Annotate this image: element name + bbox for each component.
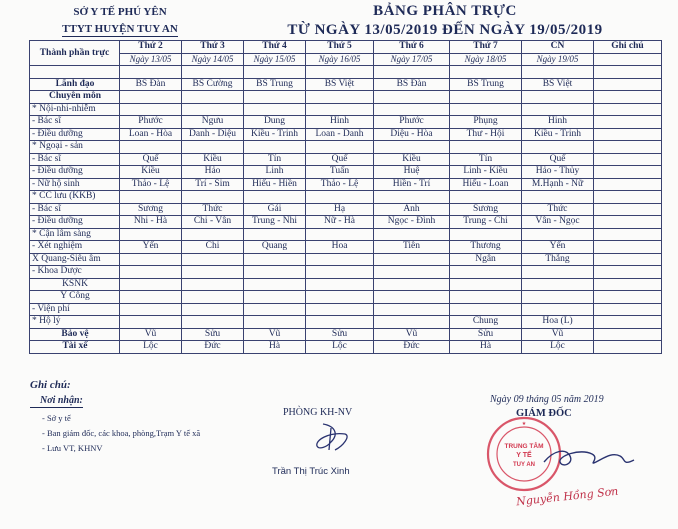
table-cell: Hà xyxy=(244,341,306,354)
table-row xyxy=(30,341,662,354)
sign-date: Ngày 09 tháng 05 năm 2019 xyxy=(490,394,604,405)
row-label: - Bác sĩ xyxy=(30,153,120,166)
table-row xyxy=(30,78,662,91)
row-label: * Hộ lý xyxy=(30,316,120,329)
org-line-2: TTYT HUYỆN TUY AN xyxy=(62,23,178,35)
row-label: * Cận lâm sàng xyxy=(30,228,120,241)
notes-cell xyxy=(594,216,662,229)
table-cell: Thắng xyxy=(522,253,594,266)
row-label xyxy=(30,66,120,79)
table-cell xyxy=(522,303,594,316)
row-label: - Điều dưỡng xyxy=(30,166,120,179)
table-date-row xyxy=(30,53,662,66)
notes-cell xyxy=(594,141,662,154)
table-cell xyxy=(522,228,594,241)
table-row xyxy=(30,266,662,279)
table-row xyxy=(30,278,662,291)
row-label: Y Công xyxy=(30,291,120,304)
table-cell: Thức xyxy=(182,203,244,216)
table-cell xyxy=(244,278,306,291)
notes-title: Ghi chú: xyxy=(30,379,71,391)
date-header: Ngày 17/05 xyxy=(374,53,450,66)
table-cell: Anh xyxy=(374,203,450,216)
table-cell: Ngọc - Đình xyxy=(374,216,450,229)
table-cell xyxy=(244,266,306,279)
table-cell xyxy=(450,103,522,116)
table-cell: Kiều xyxy=(182,153,244,166)
day-header: Thứ 7 xyxy=(450,41,522,54)
table-cell: Trí - Sim xyxy=(182,178,244,191)
table-cell xyxy=(182,191,244,204)
notes-cell xyxy=(594,253,662,266)
table-cell: Gái xyxy=(244,203,306,216)
table-cell xyxy=(450,278,522,291)
table-cell: Hảo xyxy=(182,166,244,179)
table-cell: Sửu xyxy=(306,328,374,341)
svg-text:TRUNG TÂM: TRUNG TÂM xyxy=(504,443,544,450)
table-cell: Phước xyxy=(120,116,182,129)
date-header: Ngày 13/05 xyxy=(120,53,182,66)
table-cell: Sửu xyxy=(450,328,522,341)
table-cell xyxy=(374,291,450,304)
table-cell xyxy=(450,303,522,316)
table-cell: Đức xyxy=(182,341,244,354)
table-row xyxy=(30,103,662,116)
notes-cell xyxy=(594,278,662,291)
table-row xyxy=(30,241,662,254)
table-cell xyxy=(306,291,374,304)
table-cell: Tiên xyxy=(374,241,450,254)
date-header: Ngày 15/05 xyxy=(244,53,306,66)
director-title: GIÁM ĐỐC xyxy=(516,408,572,419)
table-cell: Vân - Ngọc xyxy=(522,216,594,229)
table-cell xyxy=(244,191,306,204)
director-name: Nguyễn Hồng Sơn xyxy=(515,484,619,509)
table-cell: Phụng xyxy=(450,116,522,129)
row-label: - Nữ hộ sinh xyxy=(30,178,120,191)
table-cell: BS Việt xyxy=(306,78,374,91)
table-cell: Quế xyxy=(522,153,594,166)
date-header: Ngày 19/05 xyxy=(522,53,594,66)
table-cell: Danh - Diệu xyxy=(182,128,244,141)
table-row xyxy=(30,253,662,266)
table-row xyxy=(30,66,662,79)
table-cell xyxy=(120,278,182,291)
table-cell: Thảo - Lệ xyxy=(306,178,374,191)
row-label: Chuyên môn xyxy=(30,91,120,104)
table-cell xyxy=(120,253,182,266)
notes-cell xyxy=(594,103,662,116)
table-cell xyxy=(522,191,594,204)
table-cell: Linh xyxy=(244,166,306,179)
table-row xyxy=(30,203,662,216)
table-cell xyxy=(522,91,594,104)
table-cell xyxy=(120,191,182,204)
table-cell: Chi xyxy=(182,241,244,254)
row-label: - Điều dưỡng xyxy=(30,128,120,141)
table-row xyxy=(30,191,662,204)
table-cell: Linh - Kiều xyxy=(450,166,522,179)
table-row xyxy=(30,153,662,166)
table-cell xyxy=(306,278,374,291)
row-label: Lãnh đạo xyxy=(30,78,120,91)
table-cell xyxy=(522,66,594,79)
table-cell: Trung - Chi xyxy=(450,216,522,229)
table-cell: Thảo - Lệ xyxy=(120,178,182,191)
table-cell: Hà xyxy=(450,341,522,354)
table-cell: Ngưu xyxy=(182,116,244,129)
notes-cell xyxy=(594,53,662,66)
table-cell xyxy=(374,66,450,79)
recipient-item: - Ban giám đốc, các khoa, phòng,Trạm Y tế xã xyxy=(42,428,201,438)
day-header: Thứ 6 xyxy=(374,41,450,54)
table-cell: Hiếu - Hiền xyxy=(244,178,306,191)
table-cell xyxy=(182,303,244,316)
table-cell xyxy=(244,66,306,79)
table-cell xyxy=(182,316,244,329)
table-row xyxy=(30,91,662,104)
table-cell xyxy=(374,266,450,279)
date-header: Ngày 18/05 xyxy=(450,53,522,66)
table-cell: Huệ xyxy=(374,166,450,179)
table-cell xyxy=(306,91,374,104)
table-row xyxy=(30,303,662,316)
table-cell xyxy=(306,141,374,154)
svg-text:TUY AN: TUY AN xyxy=(512,462,536,468)
table-cell xyxy=(374,141,450,154)
notes-cell xyxy=(594,328,662,341)
table-cell xyxy=(306,228,374,241)
table-cell xyxy=(244,303,306,316)
table-cell xyxy=(120,103,182,116)
org-line-1: SỞ Y TẾ PHÚ YÊN xyxy=(73,6,167,18)
table-cell xyxy=(182,253,244,266)
table-cell xyxy=(120,266,182,279)
notes-cell xyxy=(594,116,662,129)
table-row xyxy=(30,128,662,141)
date-header: Ngày 14/05 xyxy=(182,53,244,66)
notes-cell xyxy=(594,66,662,79)
table-cell: Hiếu - Loan xyxy=(450,178,522,191)
table-cell xyxy=(450,141,522,154)
table-cell: Lộc xyxy=(120,341,182,354)
table-row xyxy=(30,178,662,191)
table-cell xyxy=(306,191,374,204)
table-cell xyxy=(374,191,450,204)
table-cell: Trung - Nhi xyxy=(244,216,306,229)
table-row xyxy=(30,216,662,229)
table-row xyxy=(30,316,662,329)
notes-cell xyxy=(594,78,662,91)
table-cell xyxy=(244,103,306,116)
table-cell xyxy=(374,91,450,104)
table-cell xyxy=(120,141,182,154)
table-cell: Hiền - Trí xyxy=(374,178,450,191)
row-label: KSNK xyxy=(30,278,120,291)
table-cell: Loan - Danh xyxy=(306,128,374,141)
table-cell: Đức xyxy=(374,341,450,354)
table-cell: Quế xyxy=(120,153,182,166)
table-cell: BS Trung xyxy=(450,78,522,91)
table-cell: Kiều xyxy=(374,153,450,166)
table-cell: Hoa xyxy=(306,241,374,254)
table-cell xyxy=(120,66,182,79)
table-cell: Tín xyxy=(450,153,522,166)
notes-cell xyxy=(594,316,662,329)
table-cell: Kiều xyxy=(120,166,182,179)
table-cell: Ngân xyxy=(450,253,522,266)
table-row xyxy=(30,116,662,129)
table-cell: Lộc xyxy=(306,341,374,354)
table-row xyxy=(30,328,662,341)
table-cell: Sửu xyxy=(182,328,244,341)
table-cell xyxy=(182,103,244,116)
table-cell xyxy=(182,291,244,304)
table-cell xyxy=(244,228,306,241)
table-cell xyxy=(450,266,522,279)
table-cell: Tuấn xyxy=(306,166,374,179)
table-cell: Sương xyxy=(450,203,522,216)
notes-header: Ghi chú xyxy=(594,41,662,54)
table-cell xyxy=(182,266,244,279)
table-cell: Tín xyxy=(244,153,306,166)
doc-title-block xyxy=(240,2,650,40)
notes-cell xyxy=(594,166,662,179)
table-cell xyxy=(522,291,594,304)
table-cell: Quế xyxy=(306,153,374,166)
table-cell: Vũ xyxy=(244,328,306,341)
table-cell: BS Đàn xyxy=(374,78,450,91)
table-cell xyxy=(522,266,594,279)
row-label: Bảo vệ xyxy=(30,328,120,341)
table-cell: Hảo - Thủy xyxy=(522,166,594,179)
table-cell xyxy=(374,228,450,241)
day-header: Thứ 2 xyxy=(120,41,182,54)
table-cell: Kiều - Trinh xyxy=(522,128,594,141)
table-cell xyxy=(522,278,594,291)
table-cell: Sương xyxy=(120,203,182,216)
row-label: * Ngoại - sản xyxy=(30,141,120,154)
table-row xyxy=(30,141,662,154)
table-cell xyxy=(120,291,182,304)
table-cell xyxy=(306,103,374,116)
table-cell: Yến xyxy=(120,241,182,254)
table-cell: Diệu - Hòa xyxy=(374,128,450,141)
row-label: * CC lưu (KKB) xyxy=(30,191,120,204)
table-cell: Chung xyxy=(450,316,522,329)
day-header: Thứ 5 xyxy=(306,41,374,54)
notes-cell xyxy=(594,203,662,216)
table-cell xyxy=(306,266,374,279)
table-cell: Vũ xyxy=(374,328,450,341)
table-cell: Hạ xyxy=(306,203,374,216)
row-label: - Khoa Dược xyxy=(30,266,120,279)
row-label: - Bác sĩ xyxy=(30,116,120,129)
row-label: * Nội-nhi-nhiễm xyxy=(30,103,120,116)
table-cell: Hinh xyxy=(522,116,594,129)
table-cell: Quang xyxy=(244,241,306,254)
table-cell: Vũ xyxy=(522,328,594,341)
day-header: CN xyxy=(522,41,594,54)
row-label: - Điều dưỡng xyxy=(30,216,120,229)
row-label: - Bác sĩ xyxy=(30,203,120,216)
table-cell xyxy=(244,91,306,104)
director-signature-mark xyxy=(540,440,640,480)
table-cell xyxy=(182,91,244,104)
table-cell: Hinh xyxy=(306,116,374,129)
table-row xyxy=(30,228,662,241)
recipients-title: Nơi nhận: xyxy=(30,395,83,408)
table-cell xyxy=(450,191,522,204)
table-row xyxy=(30,166,662,179)
table-cell xyxy=(374,278,450,291)
table-cell xyxy=(306,253,374,266)
table-cell xyxy=(182,228,244,241)
row-label: X Quang-Siêu âm xyxy=(30,253,120,266)
table-cell: Lộc xyxy=(522,341,594,354)
table-cell xyxy=(244,291,306,304)
table-cell: Thương xyxy=(450,241,522,254)
table-cell xyxy=(374,316,450,329)
table-row xyxy=(30,291,662,304)
table-cell xyxy=(450,228,522,241)
dept-signature-mark xyxy=(305,420,365,456)
table-cell: Nhi - Hà xyxy=(120,216,182,229)
recipient-item: - Lưu VT, KHNV xyxy=(42,443,103,453)
table-cell: Phước xyxy=(374,116,450,129)
table-cell: BS Trung xyxy=(244,78,306,91)
table-cell xyxy=(306,303,374,316)
notes-cell xyxy=(594,341,662,354)
table-cell xyxy=(182,278,244,291)
table-header-row xyxy=(30,41,662,54)
notes-cell xyxy=(594,128,662,141)
svg-text:★: ★ xyxy=(521,421,527,427)
table-cell xyxy=(120,303,182,316)
table-cell xyxy=(306,316,374,329)
notes-cell xyxy=(594,153,662,166)
table-cell: Dung xyxy=(244,116,306,129)
table-cell xyxy=(182,141,244,154)
notes-cell xyxy=(594,291,662,304)
table-cell: BS Đàn xyxy=(120,78,182,91)
table-cell xyxy=(120,91,182,104)
table-cell xyxy=(450,291,522,304)
table-cell xyxy=(374,303,450,316)
notes-cell xyxy=(594,266,662,279)
dept-title: PHÒNG KH-NV xyxy=(283,407,353,418)
doc-subtitle: TỪ NGÀY 13/05/2019 ĐẾN NGÀY 19/05/2019 xyxy=(287,22,603,38)
notes-cell xyxy=(594,228,662,241)
roster-table xyxy=(29,40,662,354)
table-cell xyxy=(244,253,306,266)
doc-title: BẢNG PHÂN TRỰC xyxy=(373,3,517,19)
table-cell xyxy=(182,66,244,79)
table-cell xyxy=(374,253,450,266)
notes-cell xyxy=(594,241,662,254)
dept-signer-name: Trần Thị Trúc Xinh xyxy=(272,466,350,477)
table-cell: Thư - Hội xyxy=(450,128,522,141)
table-cell xyxy=(522,141,594,154)
table-cell xyxy=(244,141,306,154)
notes-cell xyxy=(594,178,662,191)
table-cell: M.Hạnh - Nữ xyxy=(522,178,594,191)
table-cell: Hoa (L) xyxy=(522,316,594,329)
day-header: Thứ 3 xyxy=(182,41,244,54)
table-cell xyxy=(306,66,374,79)
date-header: Ngày 16/05 xyxy=(306,53,374,66)
table-cell: BS Cường xyxy=(182,78,244,91)
table-cell: BS Việt xyxy=(522,78,594,91)
day-header: Thứ 4 xyxy=(244,41,306,54)
table-cell xyxy=(244,316,306,329)
table-cell xyxy=(450,66,522,79)
table-cell: Nữ - Hà xyxy=(306,216,374,229)
notes-block xyxy=(30,377,200,456)
notes-cell xyxy=(594,303,662,316)
table-cell xyxy=(374,103,450,116)
table-cell xyxy=(522,103,594,116)
table-cell xyxy=(450,91,522,104)
recipient-item: - Sở y tế xyxy=(42,413,71,423)
table-cell: Yến xyxy=(522,241,594,254)
org-header xyxy=(50,4,190,38)
table-cell: Chi - Vân xyxy=(182,216,244,229)
col-header: Thành phần trực xyxy=(30,41,120,66)
row-label: - Viện phí xyxy=(30,303,120,316)
table-cell: Loan - Hòa xyxy=(120,128,182,141)
table-cell xyxy=(120,316,182,329)
notes-cell xyxy=(594,191,662,204)
svg-text:Y TẾ: Y TẾ xyxy=(516,452,532,459)
table-cell: Kiều - Trinh xyxy=(244,128,306,141)
notes-cell xyxy=(594,91,662,104)
table-cell: Thức xyxy=(522,203,594,216)
table-cell xyxy=(120,228,182,241)
row-label: - Xét nghiệm xyxy=(30,241,120,254)
table-cell: Vũ xyxy=(120,328,182,341)
row-label: Tài xế xyxy=(30,341,120,354)
